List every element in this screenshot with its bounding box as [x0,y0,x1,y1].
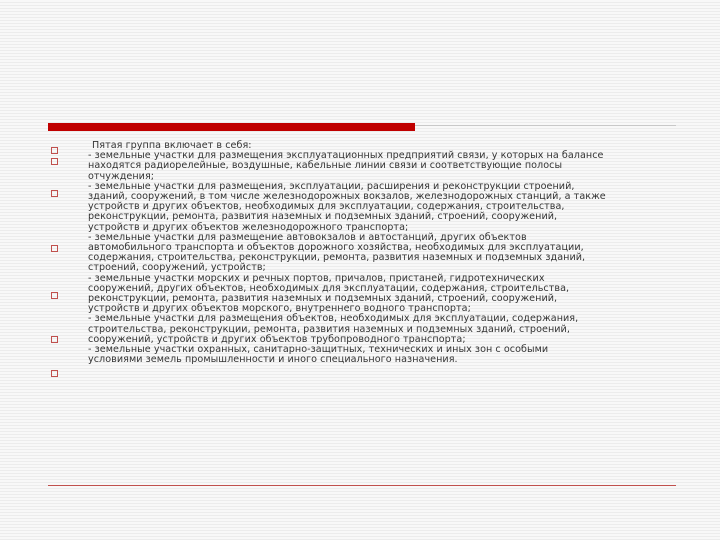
body-line: строений, сооружений, устройств; [88,262,266,274]
body-line: автомобильного транспорта и объектов дорожного хозяйства, необходимых для эксплуатации, [88,242,584,254]
body-line: - земельные участки охранных, санитарно-защитных, технических и иных зон с особыми [88,344,549,356]
body-line: находятся радиорелейные, воздушные, кабельные линии связи и соответствующие полосы [88,160,563,172]
body-line: - земельные участки для размещения объектов, необходимых для эксплуатации, содержания, [88,313,579,325]
slide-body-text [88,141,678,365]
body-line: условиями земель промышленности и иного специального назначения. [88,354,458,366]
body-line: устройств и других объектов железнодорожного транспорта; [88,221,409,233]
body-line: устройств и других объектов, необходимых для эксплуатации, содержания, строительства, [88,201,565,213]
body-line: реконструкции, ремонта, развития наземных и подземных зданий, строений, сооружений, [88,293,558,305]
body-line: - земельные участки для размещения эксплуатационных предприятий связи, у которых на балансе [88,150,604,162]
bottom-divider-line [48,485,676,486]
body-line: сооружений, других объектов, необходимых для эксплуатации, содержания, строительства, [88,282,570,294]
body-line: - земельные участки морских и речных портов, причалов, пристаней, гидротехнических [88,272,545,284]
body-line: реконструкции, ремонта, развития наземных и подземных зданий, строений, сооружений, [88,211,558,223]
bullet-square-icon [51,190,58,197]
body-line: отчуждения; [88,170,155,182]
body-line: строительства, реконструкции, ремонта, развития наземных и подземных зданий, строений, [88,323,570,335]
intro-line: Пятая группа включает в себя: [92,140,252,151]
bullet-square-icon [51,370,58,377]
bullet-square-icon [51,245,58,252]
body-line: содержания, строительства, реконструкции, ремонта, развития наземных и подземных зданий, [88,252,586,264]
body-line: зданий, сооружений, в том числе железнодорожных вокзалов, железнодорожных станций, а также [88,191,606,203]
bullet-square-icon [51,158,58,165]
bullet-square-icon [51,336,58,343]
body-line: - земельные участки для размещения, эксплуатации, расширения и реконструкции строений, [88,180,575,192]
body-line: сооружений, устройств и других объектов трубопроводного транспорта; [88,333,466,345]
body-line: - земельные участки для размещение автовокзалов и автостанций, других объектов [88,231,527,243]
bullet-square-icon [51,292,58,299]
bullet-square-icon [51,147,58,154]
title-accent-bar [48,123,415,131]
body-line: устройств и других объектов морского, внутреннего водного транспорта; [88,303,471,315]
